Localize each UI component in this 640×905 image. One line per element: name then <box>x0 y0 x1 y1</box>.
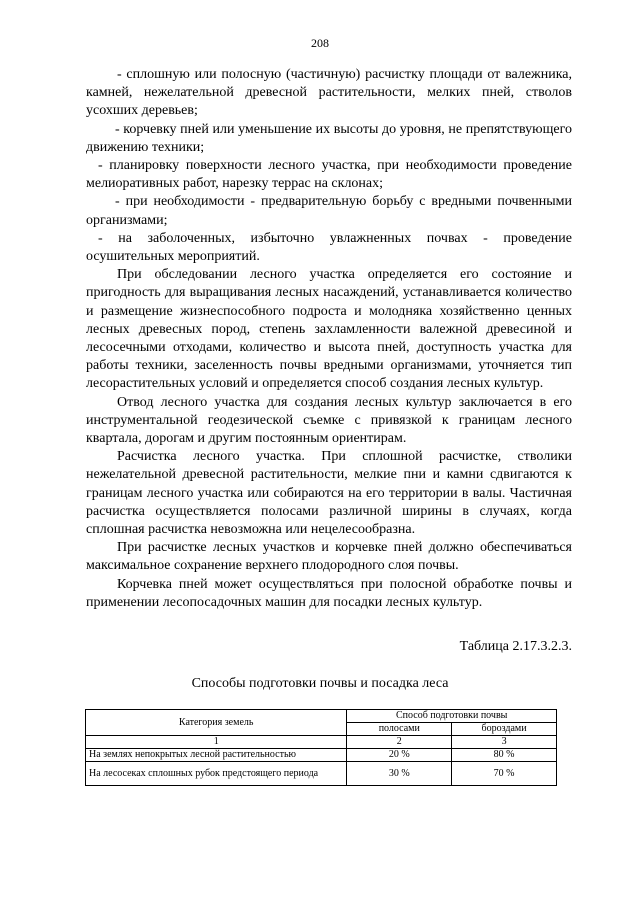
paragraph-bullet-3: - планировку поверхности лесного участка, при необходимости проведение мелиоративных работ, нарезку террас на склонах; <box>86 158 572 192</box>
table-row <box>86 762 557 786</box>
table-number-row <box>86 736 557 749</box>
page-number: 208 <box>311 36 329 50</box>
header-method: Способ подготовки почвы <box>347 710 557 723</box>
table-header-row <box>86 710 557 723</box>
paragraph-bullet-2: - корчевку пней или уменьшение их высоты до уровня, не препятствующего движению техники; <box>86 121 572 155</box>
paragraph-soil-preservation: При расчистке лесных участков и корчевке пней должно обеспечиваться максимальное сохранение верхнего плодородного слоя почвы. <box>86 540 572 574</box>
paragraph-stump-removal: Корчевка пней может осуществляться при полосной обработке почвы и применении лесопосадочных машин для посадки лесных культур. <box>86 576 572 610</box>
paragraph-allotment: Отвод лесного участка для создания лесных культур заключается в его инструментальной геодезической съемке с привязкой к границам лесного квартала, дорогам и другим постоянным ориентирам. <box>86 394 572 447</box>
column-number-3: 3 <box>452 736 557 749</box>
paragraph-bullet-4: - при необходимости - предварительную борьбу с вредными почвенными организмами; <box>86 194 572 228</box>
paragraph-bullet-5: - на заболоченных, избыточно увлажненных почвах - проведение осушительных мероприятий. <box>86 230 572 265</box>
row-category: На землях непокрытых лесной растительностью <box>86 749 347 762</box>
row-furrows-value: 70 % <box>452 762 557 786</box>
soil-preparation-table <box>85 709 557 786</box>
row-category: На лесосеках сплошных рубок предстоящего периода <box>86 762 347 786</box>
table-row <box>86 749 557 762</box>
header-category: Категория земель <box>86 710 347 736</box>
paragraph-bullet-1: - сплошную или полосную (частичную) расчистку площади от валежника, камней, нежелательной древесной растительности, мелких пней, стволов усохших деревьев; <box>86 67 572 119</box>
paragraph-survey: При обследовании лесного участка определяется его состояние и пригодность для выращивания лесных насаждений, устанавливается количество и размещение жизнеспособного подроста и молодняка хозяйственно ценных лесных древесных пород, степень захламленности валежной древесиной и лесосечными отходами, количество и высота пней, доступность участка для работы техники, заселенность почвы вредными организмами, уточняется тип лесорастительных условий и определяется способ создания лесных культур. <box>86 267 572 392</box>
table-number: Таблица 2.17.3.2.3. <box>459 639 572 654</box>
row-furrows-value: 80 % <box>452 749 557 762</box>
body-text <box>86 66 572 612</box>
row-strips-value: 20 % <box>347 749 452 762</box>
column-number-2: 2 <box>347 736 452 749</box>
header-furrows: бороздами <box>452 723 557 736</box>
header-strips: полосами <box>347 723 452 736</box>
column-number-1: 1 <box>86 736 347 749</box>
paragraph-clearing: Расчистка лесного участка. При сплошной расчистке, стволики нежелательной древесной растительности, мелкие пни и камни сдвигаются к границам лесного участка или собираются на его территории в валы. Частичная расчистка осуществляется полосами различной ширины в случаях, когда сплошная расчистка невозможна или нецелесообразна. <box>86 449 572 538</box>
row-strips-value: 30 % <box>347 762 452 786</box>
table-caption: Способы подготовки почвы и посадка леса <box>191 676 449 691</box>
